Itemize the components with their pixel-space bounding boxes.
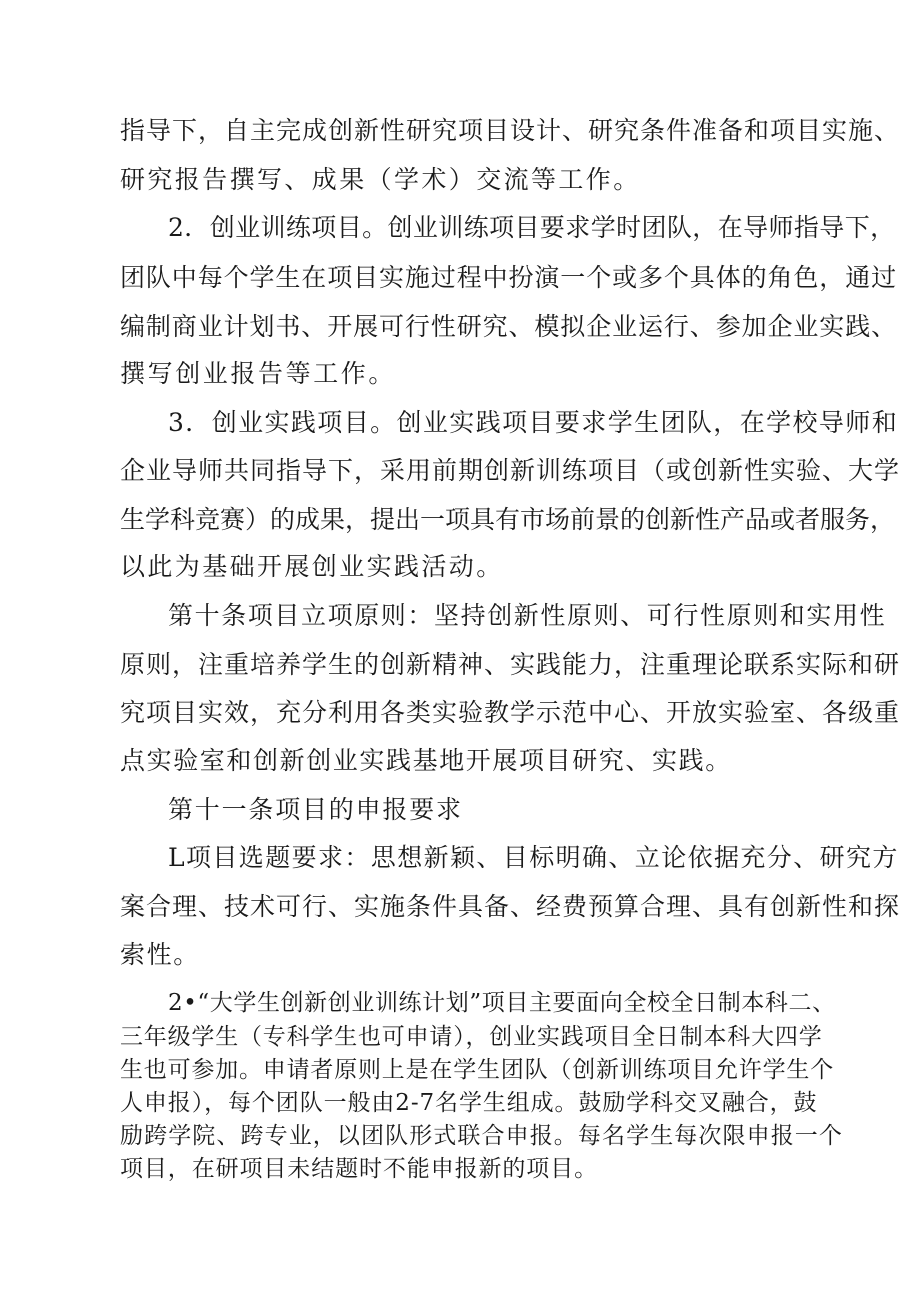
text-line: 原则，注重培养学生的创新精神、实践能力，注重理论联系实际和研 [120,650,901,679]
text-line: 编制商业计划书、开展可行性研究、模拟企业运行、参加企业实践、 [120,312,898,341]
text-line: 点实验室和创新创业实践基地开展项目研究、实践。 [120,746,732,775]
article-heading: 第十条项目立项原则：坚持创新性原则、可行性原则和实用性 [168,601,887,630]
paragraph-start: 2．创业训练项目。创业训练项目要求学时团队，在导师指导下， [168,213,896,242]
text-line: 生也可参加。申请者原则上是在学生团队（创新训练项目允许学生个 [120,1057,834,1083]
paragraph-start: 3．创业实践项目。创业实践项目要求学生团队，在学校导师和 [168,408,899,437]
paragraph-start: L项目选题要求：思想新颖、目标明确、立论依据充分、研究方 [168,843,899,872]
text-line: 生学科竞赛）的成果，提出一项具有市场前景的创新性产品或者服务， [120,505,896,534]
text-line: 以此为基础开展创业实践活动。 [120,552,504,581]
text-line: 企业导师共同指导下，采用前期创新训练项目（或创新性实验、大学 [120,456,901,485]
text-line: 研究报告撰写、成果（学术）交流等工作。 [120,165,641,194]
text-line: 究项目实效，充分利用各类实验教学示范中心、开放实验室、各级重 [120,698,901,727]
text-line: 励跨学院、跨专业，以团队形式联合申报。每名学生每次限申报一个 [120,1123,843,1149]
text-line: 案合理、技术可行、实施条件具备、经费预算合理、具有创新性和探 [120,892,901,921]
text-line: 撰写创业报告等工作。 [120,359,397,388]
paragraph-start: 2•“大学生创新创业训练计划”项目主要面向全校全日制本科二、 [168,990,836,1016]
text-line: 索性。 [120,940,200,969]
text-line: 三年级学生（专科学生也可申请），创业实践项目全日制本科大四学 [120,1024,823,1050]
text-line: 人申报），每个团队一般由2-7名学生组成。鼓励学科交叉融合，鼓 [120,1090,818,1116]
text-line: 项目，在研项目未结题时不能申报新的项目。 [120,1156,598,1182]
text-line: 指导下，自主完成创新性研究项目设计、研究条件准备和项目实施、 [120,116,901,145]
article-heading: 第十一条项目的申报要求 [168,795,463,824]
text-line: 团队中每个学生在项目实施过程中扮演一个或多个具体的角色，通过 [120,263,898,292]
